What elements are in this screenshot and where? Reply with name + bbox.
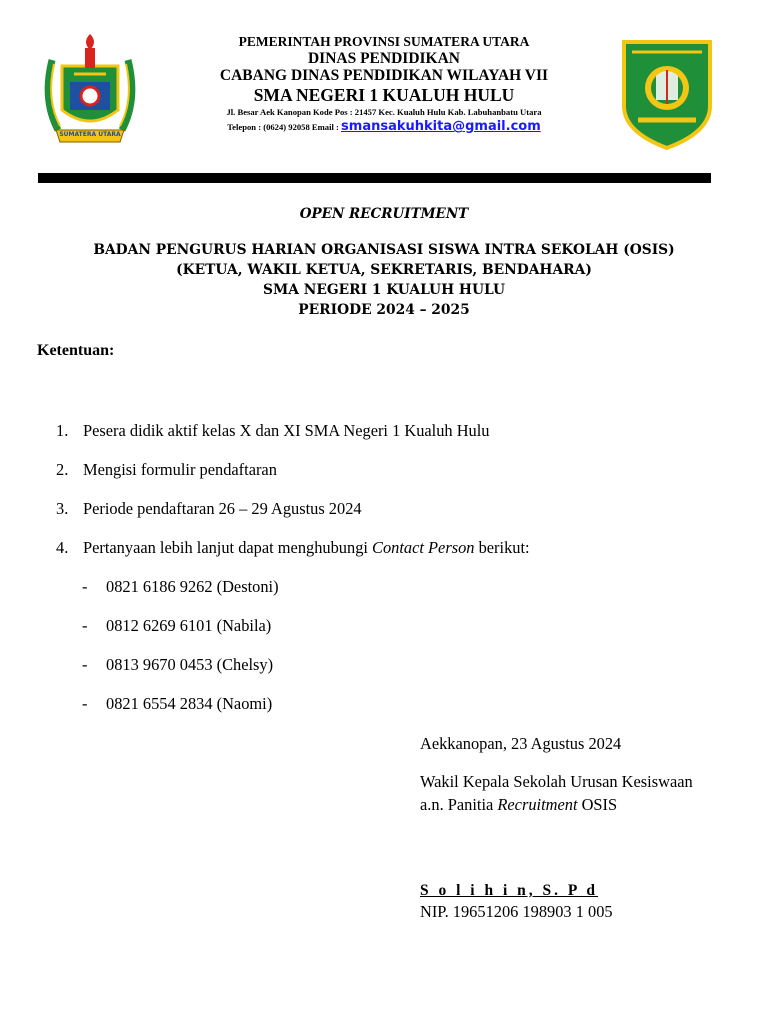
list-number: 4. — [56, 538, 69, 557]
signer-name: S o l i h i n, S. P d — [420, 882, 599, 899]
province-logo-text: SUMATERA UTARA — [59, 131, 121, 138]
contact-dash: - — [82, 655, 88, 674]
sign-role-italic: Recruitment — [497, 795, 578, 814]
sign-role: Wakil Kepala Sekolah Urusan Kesiswaan — [420, 772, 693, 791]
list-text: Pesera didik aktif kelas X dan XI SMA Negeri 1 Kualuh Hulu — [83, 421, 490, 440]
signature-block — [420, 734, 693, 922]
contact-text: 0813 9670 0453 (Chelsy) — [106, 655, 274, 674]
list-item — [56, 538, 530, 577]
contact-item — [56, 577, 530, 616]
contact-item — [56, 616, 530, 655]
contact-text: 0812 6269 6101 (Nabila) — [106, 616, 272, 635]
sign-role-text: OSIS — [577, 795, 618, 814]
school-name: SMA NEGERI 1 KUALUH HULU — [253, 85, 515, 106]
agency-name: DINAS PENDIDIKAN — [307, 49, 460, 67]
list-text-italic: Contact Person — [372, 538, 475, 557]
list-number: 1. — [56, 421, 69, 440]
recruitment-title: OPEN RECRUITMENT — [299, 206, 469, 222]
osis-title — [0, 240, 768, 320]
list-item — [56, 421, 530, 460]
osis-title-line: PERIODE 2024 – 2025 — [298, 302, 470, 318]
contact-item — [56, 694, 530, 733]
list-text: Pertanyaan lebih lanjut dapat menghubungi — [83, 538, 373, 557]
email-link[interactable]: smansakuhkita@gmail.com — [341, 119, 541, 135]
list-text: berikut: — [474, 538, 530, 557]
list-text: Periode pendaftaran 26 – 29 Agustus 2024 — [83, 499, 362, 518]
contact-text: 0821 6554 2834 (Naomi) — [106, 694, 273, 713]
contact-list — [56, 577, 530, 733]
school-address: Jl. Besar Aek Kanopan Kode Pos : 21457 Kec. Kualuh Hulu Kab. Labuhanbatu Utara — [226, 107, 542, 118]
list-item — [56, 499, 530, 538]
list-number: 3. — [56, 499, 69, 518]
contact-dash: - — [82, 577, 88, 596]
contact-item — [56, 655, 530, 694]
contact-dash: - — [82, 694, 88, 713]
announcement-heading — [0, 206, 768, 320]
sign-date: Aekkanopan, 23 Agustus 2024 — [420, 734, 622, 753]
contact-dash: - — [82, 616, 88, 635]
regency-logo — [618, 36, 716, 150]
osis-title-line: (KETUA, WAKIL KETUA, SEKRETARIS, BENDAHARA) — [176, 262, 592, 278]
list-item — [56, 460, 530, 499]
phone-label: Telepon : (0624) 92058 Email : — [227, 122, 342, 133]
osis-title-line: BADAN PENGURUS HARIAN ORGANISASI SISWA INTRA SEKOLAH (OSIS) — [93, 242, 675, 258]
letterhead — [150, 34, 618, 135]
provisions-list — [56, 421, 530, 733]
branch-name: CABANG DINAS PENDIDIKAN WILAYAH VII — [219, 67, 549, 85]
header-divider — [38, 173, 711, 183]
list-number: 2. — [56, 460, 69, 479]
contact-line — [150, 120, 618, 135]
osis-title-line: SMA NEGERI 1 KUALUH HULU — [263, 282, 505, 298]
list-text: Mengisi formulir pendaftaran — [83, 460, 277, 479]
government-name: PEMERINTAH PROVINSI SUMATERA UTARA — [238, 34, 530, 49]
regency-emblem-icon — [618, 36, 716, 150]
sign-role-text: a.n. Panitia — [420, 795, 498, 814]
sign-role-committee — [420, 793, 693, 816]
contact-text: 0821 6186 9262 (Destoni) — [106, 577, 279, 596]
province-logo — [38, 30, 142, 152]
provisions-label: Ketentuan: — [37, 342, 115, 359]
signer-nip: NIP. 19651206 198903 1 005 — [420, 902, 613, 921]
